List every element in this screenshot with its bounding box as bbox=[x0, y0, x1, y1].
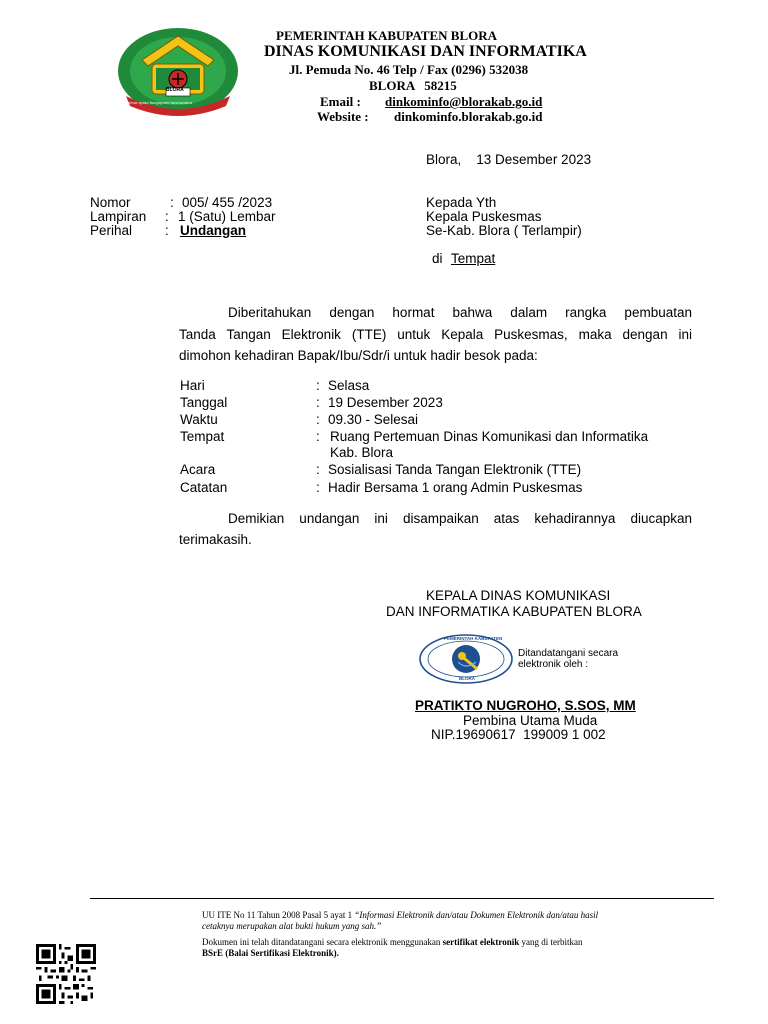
recipient-line-3: Se-Kab. Blora ( Terlampir) bbox=[426, 223, 582, 238]
signature-title-1: KEPALA DINAS KOMUNIKASI bbox=[426, 588, 611, 603]
kop-website-label: Website : bbox=[317, 109, 369, 124]
closing-line-2: terimakasih. bbox=[179, 532, 252, 547]
detail-label-tanggal: Tanggal bbox=[180, 395, 228, 410]
meta-label-perihal: Perihal bbox=[90, 223, 133, 238]
footer-sign-prefix: Dokumen ini telah ditandatangani secara elektronik menggunakan bbox=[202, 937, 443, 947]
detail-value-hari: Selasa bbox=[328, 378, 370, 393]
kop-email-label: Email : bbox=[320, 94, 361, 109]
detail-label-catatan: Catatan bbox=[180, 480, 228, 495]
detail-value-tempat-line-2: Kab. Blora bbox=[330, 445, 394, 460]
footer-law-prefix: UU ITE No 11 Tahun 2008 Pasal 5 ayat 1 bbox=[202, 910, 355, 920]
recipient-place: Tempat bbox=[451, 251, 496, 266]
kop-line-3: Jl. Pemuda No. 46 Telp / Fax (0296) 532038 bbox=[289, 62, 529, 77]
meta-sep-lampiran: : bbox=[165, 209, 169, 224]
signatory-rank: Pembina Utama Muda bbox=[463, 713, 598, 728]
body-line-2: Tanda Tangan Elektronik (TTE) untuk Kepala Puskesmas, maka dengan ini bbox=[179, 327, 692, 342]
detail-value-catatan: Hadir Bersama 1 orang Admin Puskesmas bbox=[328, 480, 583, 495]
signature-title-2: DAN INFORMATIKA KABUPATEN BLORA bbox=[386, 604, 642, 619]
detail-label-acara: Acara bbox=[180, 462, 216, 477]
body-line-3: dimohon kehadiran Bapak/Ibu/Sdr/i untuk hadir besok pada: bbox=[179, 348, 538, 363]
footer-law-quote-2: cetaknya merupakan alat bukti hukum yang sah.” bbox=[202, 921, 382, 931]
meta-value-lampiran: 1 (Satu) Lembar bbox=[178, 209, 276, 224]
footer-sign-bold: sertifikat elektronik bbox=[442, 937, 520, 947]
footer-sign-suffix: yang di terbitkan bbox=[519, 937, 583, 947]
signatory-name: PRATIKTO NUGROHO, S.SOS, MM bbox=[415, 698, 636, 713]
signatory-nip: NIP.19690617 199009 1 002 bbox=[431, 727, 606, 742]
e-sign-note-1: Ditandatangani secara bbox=[518, 648, 619, 659]
kop-line-1: PEMERINTAH KABUPATEN BLORA bbox=[276, 28, 498, 43]
recipient-line-2: Kepala Puskesmas bbox=[426, 209, 542, 224]
meta-sep-nomor: : bbox=[170, 195, 174, 210]
detail-sep-tanggal: : bbox=[316, 395, 320, 410]
meta-value-nomor: 005/ 455 /2023 bbox=[182, 195, 273, 210]
detail-label-waktu: Waktu bbox=[180, 412, 218, 427]
meta-label-nomor: Nomor bbox=[90, 195, 131, 210]
seal-bottom-text: BLORA bbox=[459, 676, 475, 681]
detail-sep-hari: : bbox=[316, 378, 320, 393]
detail-label-hari: Hari bbox=[180, 378, 205, 393]
detail-value-waktu: 09.30 - Selesai bbox=[328, 412, 419, 427]
e-sign-note-2: elektronik oleh : bbox=[518, 659, 589, 670]
footer-divider bbox=[90, 898, 714, 899]
meta-label-lampiran: Lampiran bbox=[90, 209, 147, 224]
detail-value-tanggal: 19 Desember 2023 bbox=[328, 395, 443, 410]
kop-line-2: DINAS KOMUNIKASI DAN INFORMATIKA bbox=[264, 43, 587, 60]
logo-ribbon-text: BLORA bbox=[166, 87, 184, 93]
qr-code-icon bbox=[36, 944, 96, 1004]
footer-sign-line bbox=[202, 937, 582, 947]
body-line-1: Diberitahukan dengan hormat bahwa dalam rangka pembuatan bbox=[228, 305, 692, 320]
meta-sep-perihal: : bbox=[165, 223, 169, 238]
footer-law-line-1 bbox=[202, 910, 598, 920]
detail-sep-acara: : bbox=[316, 462, 320, 477]
detail-value-acara: Sosialisasi Tanda Tangan Elektronik (TTE) bbox=[328, 462, 582, 477]
kop-email-link[interactable]: dinkominfo@blorakab.go.id bbox=[385, 94, 543, 109]
footer-bsre: BSrE (Balai Sertifikasi Elektronik). bbox=[202, 948, 339, 958]
closing-line-1: Demikian undangan ini disampaikan atas kehadirannya diucapkan bbox=[228, 511, 692, 526]
logo-motto-text: Sarwa nyata hangayomi nuswantara bbox=[126, 100, 193, 105]
detail-sep-catatan: : bbox=[316, 480, 320, 495]
kop-website: dinkominfo.blorakab.go.id bbox=[394, 109, 543, 124]
detail-value-tempat: Ruang Pertemuan Dinas Komunikasi dan Informatika bbox=[330, 429, 649, 444]
meta-value-perihal: Undangan bbox=[180, 223, 246, 238]
recipient-line-1: Kepada Yth bbox=[426, 195, 497, 210]
detail-sep-tempat: : bbox=[316, 429, 320, 444]
recipient-di: di bbox=[432, 251, 443, 266]
detail-label-tempat: Tempat bbox=[180, 429, 225, 444]
detail-sep-waktu: : bbox=[316, 412, 320, 427]
footer-law-quote-1: “Informasi Elektronik dan/atau Dokumen Elektronik dan/atau hasil bbox=[354, 910, 599, 920]
seal-ring-text: PEMERINTAH KABUPATEN bbox=[444, 636, 503, 641]
kop-line-4: BLORA 58215 bbox=[369, 78, 457, 93]
letter-date: Blora, 13 Desember 2023 bbox=[426, 152, 592, 167]
